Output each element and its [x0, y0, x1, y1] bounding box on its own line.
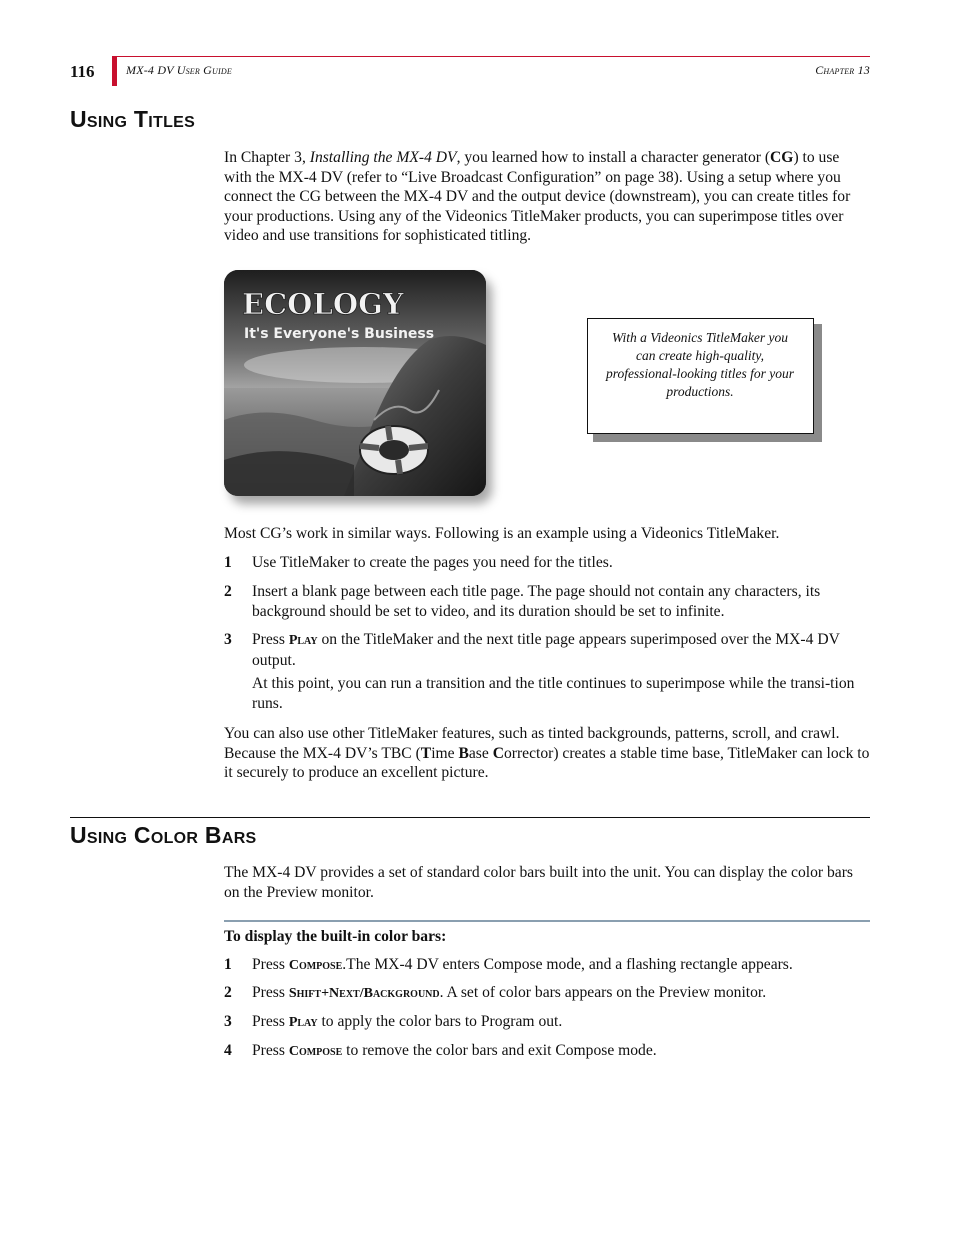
step-number: 3	[224, 631, 232, 648]
step-text: Use TitleMaker to create the pages you need for the titles.	[252, 554, 613, 571]
step-text: Press Compose to remove the color bars and exit Compose mode.	[252, 1042, 657, 1059]
guide-title: MX-4 DV User Guide	[126, 63, 232, 77]
image-subtitle: It's Everyone's Business	[244, 326, 435, 342]
callout-text: With a Videonics TitleMaker you can create high-quality, professional-looking titles for your productions.	[605, 330, 795, 399]
list-item	[224, 630, 870, 670]
key-compose: Compose	[288, 958, 343, 973]
page-number: 116	[70, 62, 95, 81]
step-text: Press Compose.The MX-4 DV enters Compose mode, and a flashing rectangle appears.	[252, 956, 793, 973]
chapter-label: Chapter 13	[815, 63, 870, 77]
list-item	[224, 983, 870, 1004]
procedure-divider	[224, 920, 870, 922]
procedure-title: To display the built-in color bars:	[224, 928, 447, 945]
step-note: At this point, you can run a transition and the title continues to superimpose while the transi-tion runs.	[252, 675, 855, 712]
section-heading-using-color-bars: Using Color Bars	[70, 822, 257, 848]
key-play: Play	[288, 633, 318, 648]
step-number: 4	[224, 1042, 232, 1059]
step-number: 1	[224, 956, 232, 973]
list-item	[224, 582, 870, 621]
key-play: Play	[288, 1015, 318, 1030]
step-text: Insert a blank page between each title page. The page should not contain any characters, its background should be set to video, and its duration should be set to infinite.	[252, 583, 821, 620]
header-rule	[117, 56, 870, 57]
intro-paragraph: In Chapter 3, Installing the MX-4 DV, you learned how to install a character generator (CG) to use with the MX-4 DV (refer to “Live Broadcast Configuration” on page 38). Using a setup where you connect the CG between the MX-4 DV and the output device (downstream), you can create titles for your productions. Using any of the Videonics TitleMaker products, you can superimpose titles over video and use transitions for sophisticated titling.	[224, 149, 851, 245]
key-shift-next-background: Shift+Next/Background	[288, 986, 440, 1001]
landscape-illustration	[224, 270, 486, 496]
step-number: 2	[224, 984, 232, 1001]
life-ring-icon	[360, 426, 428, 474]
ecology-title-image	[224, 270, 486, 496]
step-number: 2	[224, 583, 232, 600]
lead-paragraph: Most CG’s work in similar ways. Following is an example using a Videonics TitleMaker.	[224, 525, 780, 542]
list-item	[224, 1012, 870, 1033]
closing-paragraph: You can also use other TitleMaker features, such as tinted backgrounds, patterns, scroll, and crawl. Because the MX-4 DV’s TBC (Time Base Corrector) creates a stable time base, TitleMaker can lock to it securely to produce an excellent picture.	[224, 725, 870, 782]
image-title: ECOLOGY	[242, 287, 404, 321]
header-accent-bar	[112, 56, 117, 86]
list-item	[224, 1041, 870, 1062]
section-heading-using-titles: Using Titles	[70, 106, 196, 132]
section-divider	[70, 817, 870, 818]
step-text: Press Play to apply the color bars to Program out.	[252, 1013, 563, 1030]
step-number: 1	[224, 554, 232, 571]
list-item	[224, 553, 870, 573]
step-text: Press Shift+Next/Background. A set of color bars appears on the Preview monitor.	[252, 984, 767, 1001]
step-text: Press Play on the TitleMaker and the next title page appears superimposed over the MX-4 DV output.	[252, 631, 840, 669]
color-bars-intro: The MX-4 DV provides a set of standard color bars built into the unit. You can display the color bars on the Preview monitor.	[224, 864, 853, 901]
key-compose: Compose	[288, 1044, 343, 1059]
step-number: 3	[224, 1013, 232, 1030]
list-item	[224, 955, 870, 976]
callout-box	[587, 318, 814, 434]
